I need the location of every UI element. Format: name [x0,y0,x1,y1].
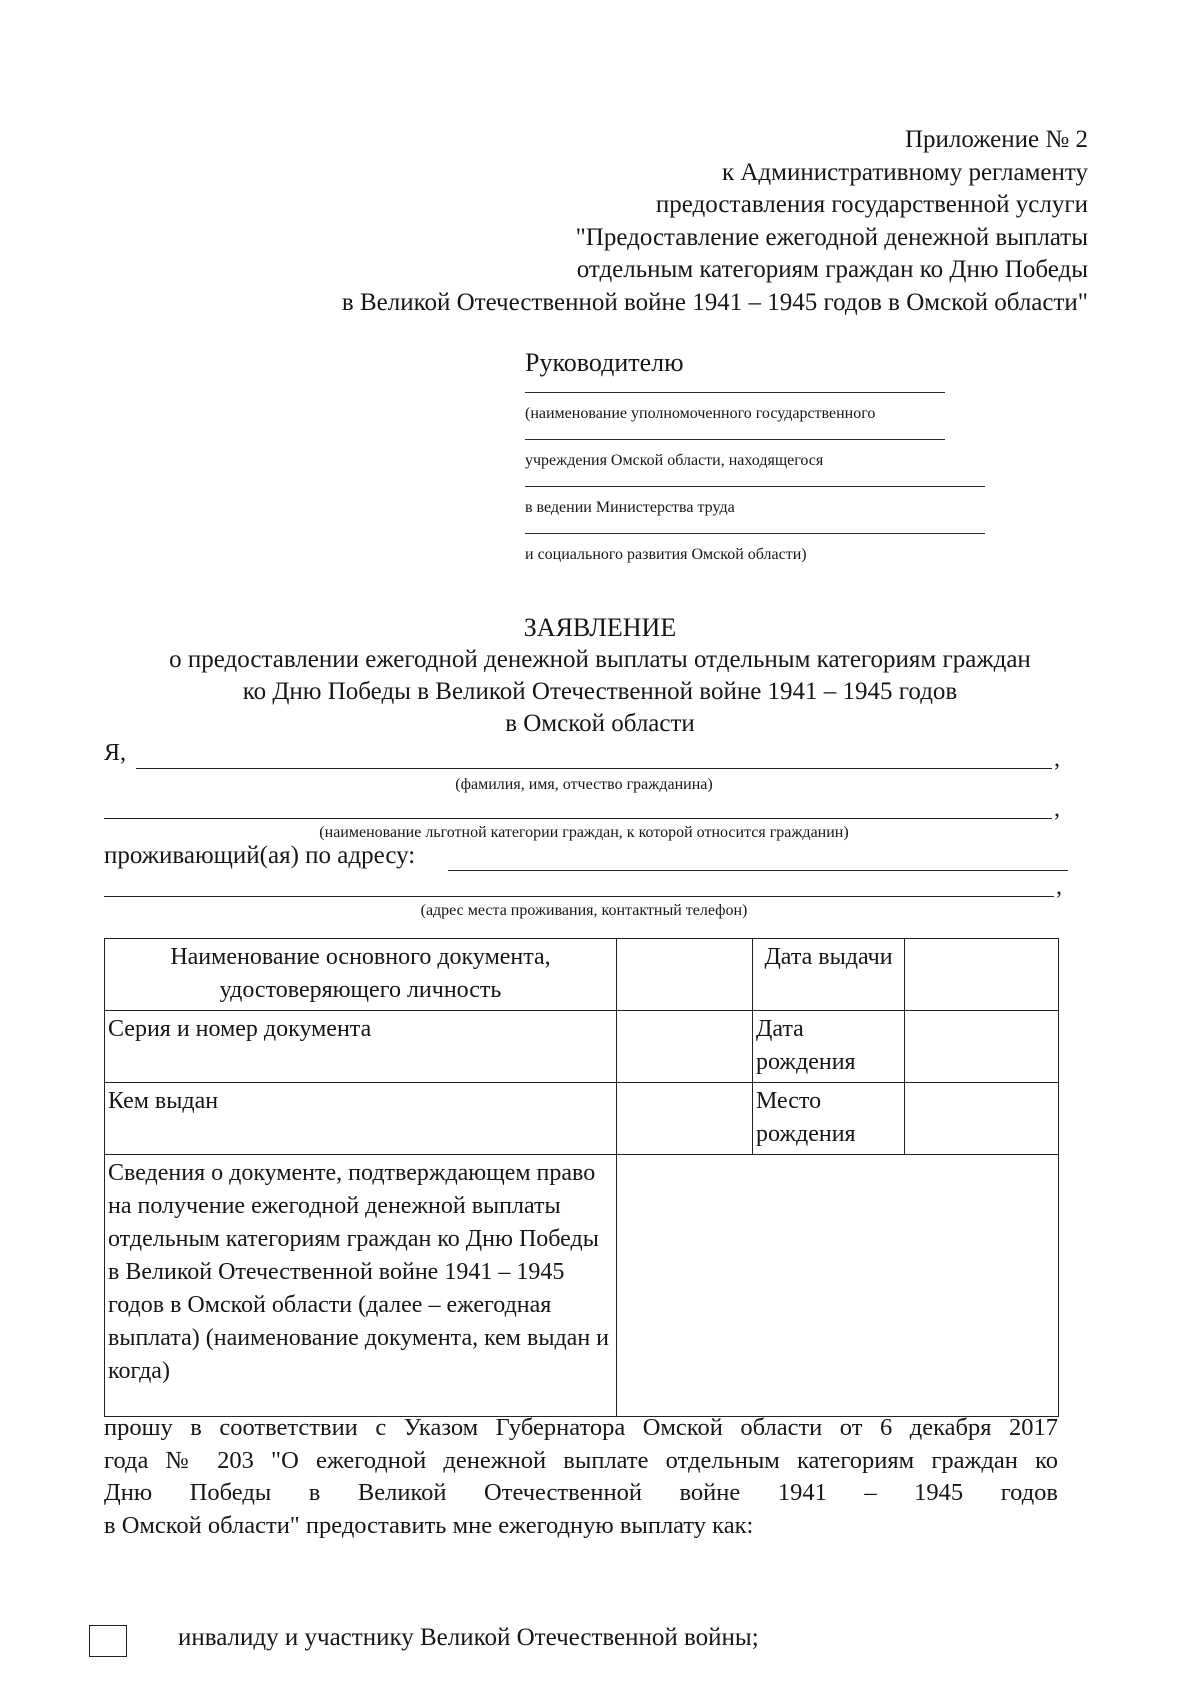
benefit-category-field[interactable] [104,818,1052,819]
series-number-label: Серия и номер документа [105,1011,617,1083]
birth-place-value[interactable] [905,1083,1059,1155]
issue-date-value[interactable] [905,939,1059,1011]
appendix-header [188,124,1088,320]
header-line: отдельным категориям граждан ко Дню Победы [576,256,1088,284]
identity-document-table [104,938,1059,1417]
issued-by-value[interactable] [617,1083,753,1155]
request-line: Дню Победы в Великой Отечественной войне 1941 – 1945 годов [104,1479,1058,1506]
statement-subtitle-line: ко Дню Победы в Великой Отечественной войне 1941 – 1945 годов [242,678,958,705]
header-line: предоставления государственной услуги [655,191,1088,219]
option-checkbox[interactable] [89,1625,127,1657]
issued-by-label: Кем выдан [105,1083,617,1155]
i-label: Я, [104,740,127,766]
right-document-label: Сведения о документе, подтверждающем право на получение ежегодной денежной выплаты отдельным категориям граждан ко Дню Победы в Великой Отечественной войне 1941 – 1945 годов в Омской области (далее – ежегодная выплата) (наименование документа, кем выдан и когда) [105,1155,617,1417]
recipient-block [525,348,1010,566]
recipient-fill-line[interactable] [525,392,945,393]
issue-date-label: Дата выдачи [753,939,905,1011]
birth-date-label: Дата рождения [753,1011,905,1083]
statement-subtitle-line: в Омской области [505,710,695,737]
address-note: (адрес места проживания, контактный телефон) [420,902,748,919]
statement-subtitle-line: о предоставлении ежегодной денежной выплаты отдельным категориям граждан [169,646,1031,673]
comma: , [1056,874,1062,900]
recipient-fill-line[interactable] [525,486,985,487]
benefit-category-note: (наименование льготной категории граждан, к которой относится гражданин) [319,824,849,841]
option-label: инвалиду и участнику Великой Отечественной войны; [178,1624,759,1651]
request-line: года № 203 "О ежегодной денежной выплате отдельным категориям граждан ко [104,1446,1058,1474]
recipient-note: в ведении Министерства труда [525,499,735,516]
request-line: прошу в соответствии с Указом Губернатора Омской области от 6 декабря 2017 [104,1414,1058,1441]
request-paragraph [104,1412,1058,1542]
recipient-title: Руководителю [525,348,684,377]
doc-name-label: Наименование основного документа, удостоверяющего личность [105,939,617,1011]
applicant-fields [104,740,1064,920]
birth-date-value[interactable] [905,1011,1059,1083]
recipient-note: и социального развития Омской области) [525,546,807,563]
recipient-fill-line[interactable] [525,533,985,534]
right-document-value[interactable] [617,1155,1059,1417]
header-line: "Предоставление ежегодной денежной выплаты [575,223,1088,251]
header-line: Приложение № 2 [904,126,1088,153]
doc-name-value[interactable] [617,939,753,1011]
full-name-note: (фамилия, имя, отчество гражданина) [455,776,713,793]
address-label: проживающий(ая) по адресу: [104,842,416,869]
header-line: к Административному регламенту [721,158,1088,186]
request-line: в Омской области" предоставить мне ежегодную выплату как: [104,1511,754,1539]
address-field[interactable] [448,870,1068,871]
full-name-field[interactable] [136,768,1052,769]
recipient-note: (наименование уполномоченного государственного [525,405,876,422]
statement-title: ЗАЯВЛЕНИЕ [523,613,677,642]
statement-title-block [0,612,1200,740]
header-line: в Великой Отечественной войне 1941 – 1945 годов в Омской области" [341,288,1088,316]
birth-place-label: Место рождения [753,1083,905,1155]
recipient-fill-line[interactable] [525,439,945,440]
recipient-note: учреждения Омской области, находящегося [525,452,824,469]
comma: , [1054,746,1060,772]
series-number-value[interactable] [617,1011,753,1083]
comma: , [1054,796,1060,822]
address-field-continued[interactable] [104,896,1054,897]
